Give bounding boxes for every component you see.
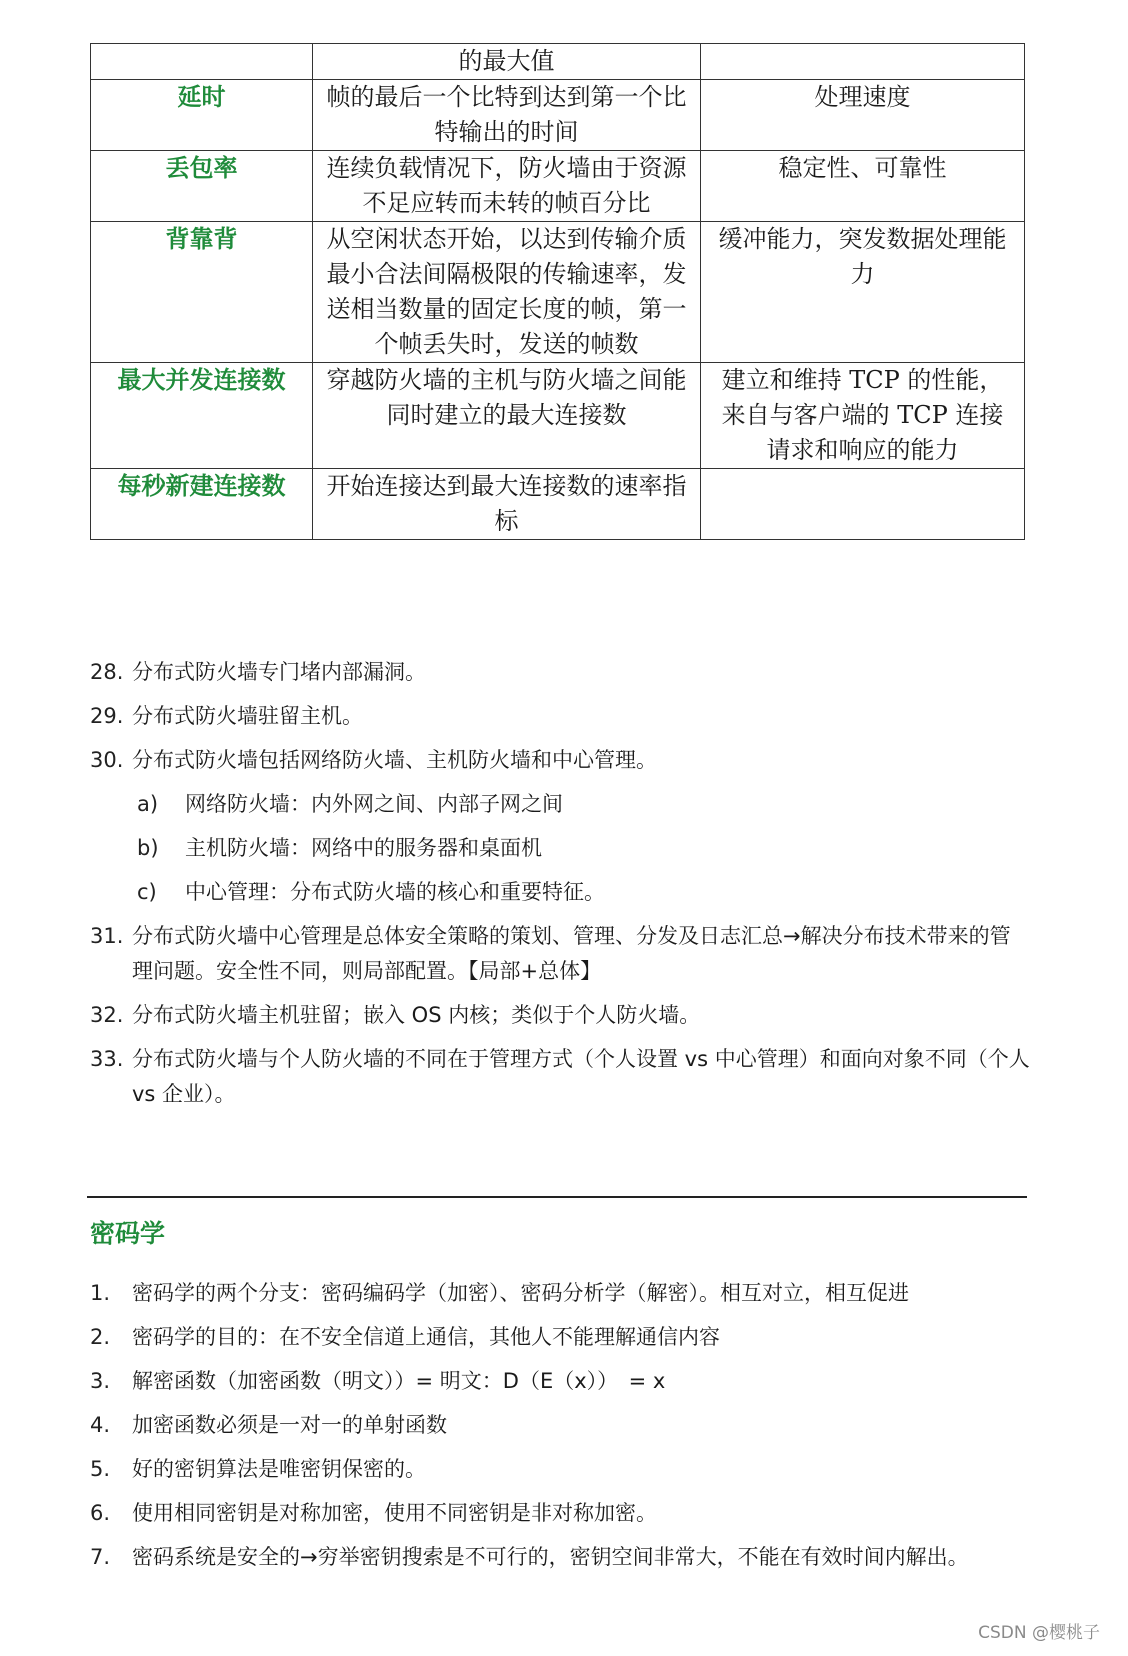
list-text: 分布式防火墙中心管理是总体安全策略的策划、管理、分发及日志汇总→解决分布技术带来的管理问题。安全性不同，则局部配置。【局部+总体】 — [132, 924, 1011, 983]
list-item — [90, 1364, 1030, 1399]
metric-definition: 的最大值 — [313, 44, 701, 80]
firewall-subnotes-list — [90, 787, 1030, 910]
list-item — [90, 1320, 1030, 1355]
list-item — [90, 1408, 1030, 1443]
metric-definition: 开始连接达到最大连接数的速率指标 — [313, 469, 701, 540]
metric-name: 最大并发连接数 — [91, 363, 313, 469]
list-number: 5. — [90, 1457, 111, 1481]
table-row — [91, 363, 1025, 469]
metric-name: 背靠背 — [91, 222, 313, 363]
table-row — [91, 469, 1025, 540]
list-item — [90, 998, 1030, 1033]
list-number: 28. — [90, 660, 124, 684]
list-text: 密码学的两个分支：密码编码学（加密）、密码分析学（解密）。相互对立，相互促进 — [132, 1281, 909, 1305]
table-row — [91, 80, 1025, 151]
list-text: 好的密钥算法是唯密钥保密的。 — [132, 1457, 426, 1481]
table-row — [91, 151, 1025, 222]
list-number: 32. — [90, 1003, 124, 1027]
list-item — [90, 1496, 1030, 1531]
list-text: 分布式防火墙驻留主机。 — [132, 704, 363, 728]
metric-reflects: 稳定性、可靠性 — [701, 151, 1025, 222]
firewall-notes-list — [90, 655, 1030, 778]
list-item — [90, 1042, 1030, 1112]
list-text: 中心管理：分布式防火墙的核心和重要特征。 — [185, 880, 605, 904]
section-divider — [87, 1196, 1027, 1198]
metric-name: 每秒新建连接数 — [91, 469, 313, 540]
list-text: 加密函数必须是一对一的单射函数 — [132, 1413, 447, 1437]
list-letter: a) — [137, 792, 159, 816]
list-letter: b) — [137, 836, 159, 860]
list-number: 4. — [90, 1413, 111, 1437]
metric-definition: 帧的最后一个比特到达到第一个比特输出的时间 — [313, 80, 701, 151]
list-item — [90, 831, 1030, 866]
list-item — [90, 1452, 1030, 1487]
list-text: 网络防火墙：内外网之间、内部子网之间 — [185, 792, 563, 816]
metric-reflects: 建立和维持 TCP 的性能，来自与客户端的 TCP 连接请求和响应的能力 — [701, 363, 1025, 469]
metric-name: 丢包率 — [91, 151, 313, 222]
metric-reflects: 缓冲能力，突发数据处理能力 — [701, 222, 1025, 363]
metric-reflects — [701, 44, 1025, 80]
list-text: 主机防火墙：网络中的服务器和桌面机 — [185, 836, 542, 860]
metric-name — [91, 44, 313, 80]
metric-name: 延时 — [91, 80, 313, 151]
list-number: 31. — [90, 924, 124, 948]
list-text: 分布式防火墙包括网络防火墙、主机防火墙和中心管理。 — [132, 748, 657, 772]
metric-reflects: 处理速度 — [701, 80, 1025, 151]
list-item — [90, 1276, 1030, 1311]
metric-definition: 穿越防火墙的主机与防火墙之间能同时建立的最大连接数 — [313, 363, 701, 469]
list-text: 使用相同密钥是对称加密，使用不同密钥是非对称加密。 — [132, 1501, 657, 1525]
list-number: 30. — [90, 748, 124, 772]
list-text: 分布式防火墙主机驻留；嵌入 OS 内核；类似于个人防火墙。 — [132, 1003, 701, 1027]
list-number: 2. — [90, 1325, 111, 1349]
list-text: 分布式防火墙与个人防火墙的不同在于管理方式（个人设置 vs 中心管理）和面向对象不同（个人 vs 企业）。 — [132, 1047, 1030, 1106]
list-item — [90, 655, 1030, 690]
list-number: 1. — [90, 1281, 111, 1305]
list-text: 解密函数（加密函数（明文））= 明文：D（E（x）） = x — [132, 1369, 666, 1393]
list-letter: c) — [137, 880, 157, 904]
list-number: 7. — [90, 1545, 111, 1569]
firewall-notes-list-2 — [90, 919, 1030, 1112]
list-item — [90, 875, 1030, 910]
list-text: 密码学的目的：在不安全信道上通信，其他人不能理解通信内容 — [132, 1325, 720, 1349]
list-number: 29. — [90, 704, 124, 728]
crypto-notes-list — [90, 1276, 1030, 1575]
list-number: 3. — [90, 1369, 111, 1393]
list-item — [90, 699, 1030, 734]
metric-reflects — [701, 469, 1025, 540]
list-item — [90, 743, 1030, 778]
list-number: 6. — [90, 1501, 111, 1525]
list-item — [90, 1540, 1030, 1575]
section-title: 密码学 — [90, 1219, 166, 1248]
list-text: 分布式防火墙专门堵内部漏洞。 — [132, 660, 426, 684]
performance-metrics-table — [90, 43, 1025, 540]
watermark: CSDN @樱桃子 — [978, 1623, 1100, 1643]
metric-definition: 从空闲状态开始，以达到传输介质最小合法间隔极限的传输速率，发送相当数量的固定长度的帧，第一个帧丢失时，发送的帧数 — [313, 222, 701, 363]
table-row — [91, 44, 1025, 80]
metric-definition: 连续负载情况下，防火墙由于资源不足应转而未转的帧百分比 — [313, 151, 701, 222]
list-item — [90, 787, 1030, 822]
list-number: 33. — [90, 1047, 124, 1071]
list-item — [90, 919, 1030, 989]
table-row — [91, 222, 1025, 363]
list-text: 密码系统是安全的→穷举密钥搜索是不可行的，密钥空间非常大，不能在有效时间内解出。 — [132, 1545, 969, 1569]
